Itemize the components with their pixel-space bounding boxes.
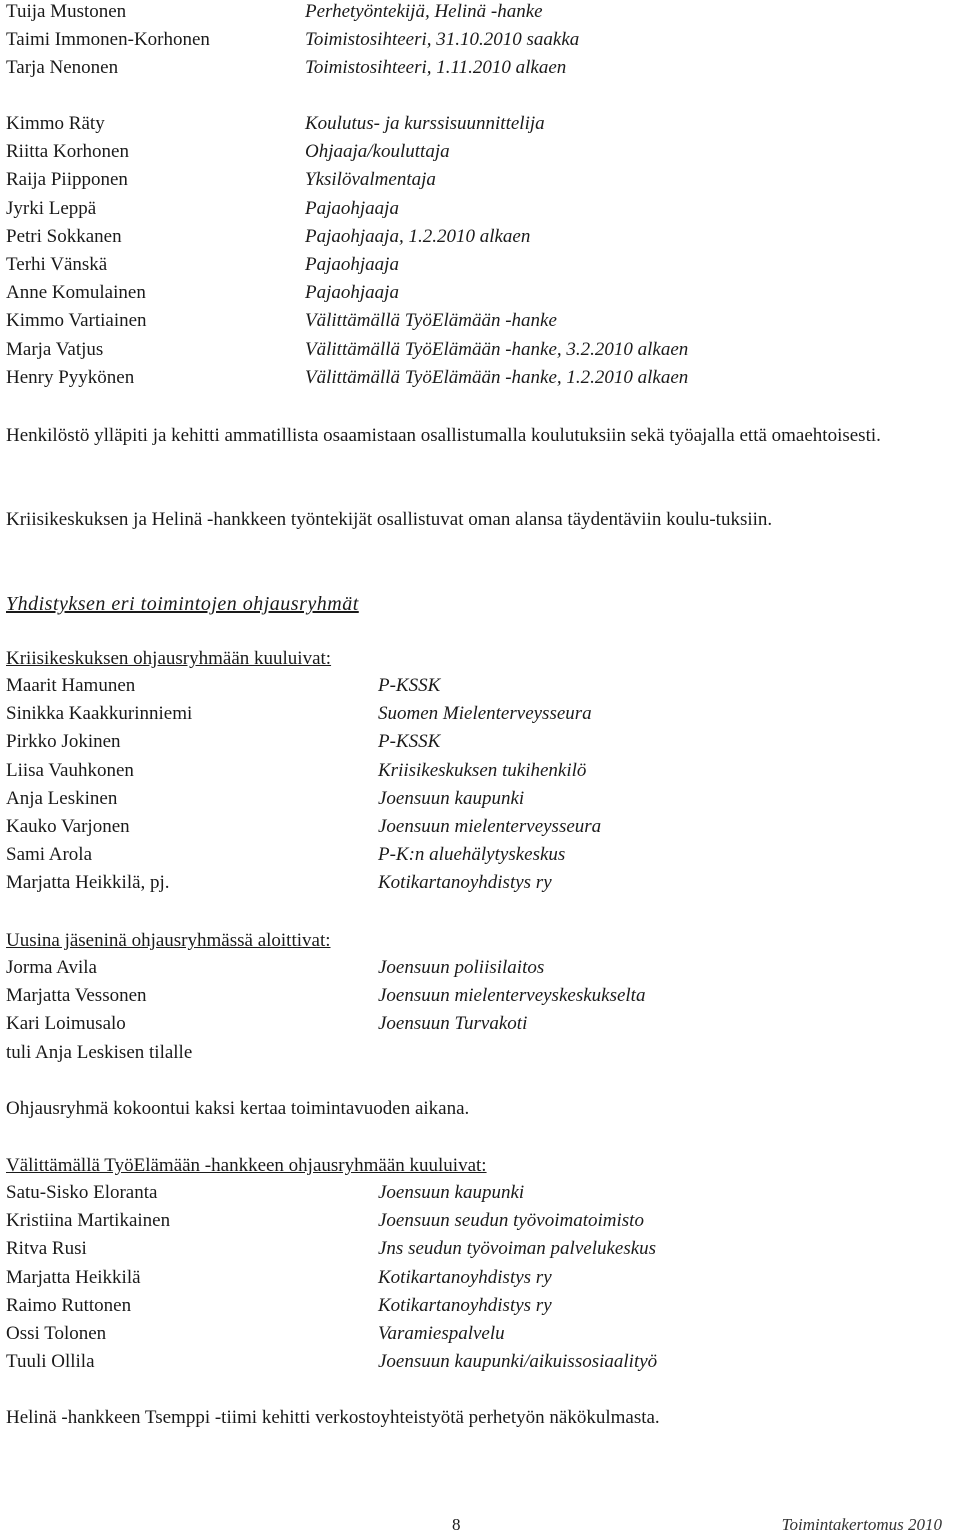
vte-member-org: Varamiespalvelu — [378, 1323, 505, 1344]
crisis-member-org: Joensuun mielenterveysseura — [378, 816, 602, 837]
vte-member-name: Ritva Rusi — [6, 1238, 87, 1260]
crisis-member-org: P-K:n aluehälytyskeskus — [378, 844, 566, 866]
staff-name: Riitta Korhonen — [6, 141, 129, 163]
staff-name: Raija Piipponen — [6, 169, 128, 191]
staff-role: Välittämällä TyöElämään -hanke — [305, 310, 557, 332]
crisis-member-org: Kriisikeskuksen tukihenkilö — [378, 759, 587, 781]
vte-member-org: Jns seudun työvoiman palvelukeskus — [378, 1238, 657, 1260]
crisis-member-name: Kauko Varjonen — [6, 816, 130, 837]
crisis-member-org: Kotikartanoyhdistys ry — [378, 872, 552, 894]
document-title: Toimintakertomus 2010 — [781, 1515, 942, 1534]
staff-name: Petri Sokkanen — [6, 225, 122, 247]
staff-name: Taimi Immonen-Korhonen — [6, 29, 210, 51]
new-members-heading: Uusina jäseninä ohjausryhmässä aloittivat: — [6, 930, 331, 951]
staff-name: Tarja Nenonen — [6, 57, 119, 79]
staff-role: Välittämällä TyöElämään -hanke, 3.2.2010 alkaen — [305, 338, 689, 360]
crisis-member-name: Pirkko Jokinen — [6, 731, 121, 753]
vte-member-name: Marjatta Heikkilä — [6, 1266, 141, 1288]
crisis-member-name: Marjatta Heikkilä, pj. — [6, 872, 170, 894]
crisis-member-name: Anja Leskinen — [6, 787, 118, 809]
vte-member-org: Joensuun seudun työvoimatoimisto — [378, 1210, 644, 1232]
new-member-org: Joensuun Turvakoti — [378, 1013, 528, 1035]
staff-role: Toimistosihteeri, 1.11.2010 alkaen — [305, 57, 567, 79]
vte-member-name: Raimo Ruttonen — [6, 1294, 132, 1316]
staff-name: Kimmo Vartiainen — [6, 310, 147, 332]
vte-member-name: Kristiina Martikainen — [6, 1210, 171, 1232]
staff-role: Pajaohjaaja, 1.2.2010 alkaen — [305, 225, 531, 247]
staff-name: Jyrki Leppä — [6, 197, 97, 219]
staff-role: Pajaohjaaja — [305, 197, 399, 219]
staff-name: Marja Vatjus — [6, 338, 104, 360]
new-member-org: Joensuun mielenterveyskeskukselta — [378, 985, 646, 1007]
staff-name: Henry Pyykönen — [6, 366, 135, 388]
staff-role: Pajaohjaaja — [305, 282, 399, 304]
crisis-member-name: Maarit Hamunen — [6, 675, 136, 696]
staff-name: Tuija Mustonen — [6, 1, 127, 22]
vte-member-org: Joensuun kaupunki/aikuissosiaalityö — [378, 1351, 658, 1373]
crisis-member-name: Liisa Vauhkonen — [6, 759, 134, 781]
vte-member-org: Kotikartanoyhdistys ry — [378, 1294, 552, 1316]
crisis-member-name: Sinikka Kaakkurinniemi — [6, 703, 193, 725]
new-member-org: Joensuun poliisilaitos — [378, 957, 545, 978]
vte-member-org: Kotikartanoyhdistys ry — [378, 1266, 552, 1288]
crisis-member-org: P-KSSK — [378, 675, 441, 696]
staff-role: Koulutus- ja kurssisuunnittelija — [305, 113, 545, 134]
vte-member-name: Ossi Tolonen — [6, 1323, 107, 1344]
helina-training-paragraph: Kriisikeskuksen ja Helinä -hankkeen työntekijät osallistuvat oman alansa täydentäviin koulu-tuksiin. — [6, 509, 773, 530]
crisis-member-org: Joensuun kaupunki — [378, 787, 525, 809]
vte-member-org: Joensuun kaupunki — [378, 1182, 525, 1203]
crisis-member-org: Suomen Mielenterveysseura — [378, 703, 592, 725]
staff-role: Toimistosihteeri, 31.10.2010 saakka — [305, 29, 580, 51]
staff-role: Yksilövalmentaja — [305, 169, 436, 191]
section-title: Yhdistyksen eri toimintojen ohjausryhmät — [6, 593, 359, 615]
vte-member-name: Satu-Sisko Eloranta — [6, 1182, 158, 1203]
meeting-note: Ohjausryhmä kokoontui kaksi kertaa toimintavuoden aikana. — [6, 1098, 470, 1119]
staff-role: Perhetyöntekijä, Helinä -hanke — [305, 1, 543, 22]
staff-role: Pajaohjaaja — [305, 254, 399, 275]
staff-name: Terhi Vänskä — [6, 254, 108, 275]
vte-group-heading: Välittämällä TyöElämään -hankkeen ohjausryhmään kuuluivat: — [6, 1155, 487, 1176]
page-number: 8 — [452, 1515, 461, 1534]
staff-name: Kimmo Räty — [6, 113, 105, 134]
new-member-name: tuli Anja Leskisen tilalle — [6, 1041, 193, 1063]
tsemppi-note: Helinä -hankkeen Tsemppi -tiimi kehitti verkostoyhteistyötä perhetyön näkökulmasta. — [6, 1407, 660, 1428]
crisis-member-org: P-KSSK — [378, 731, 441, 753]
staff-name: Anne Komulainen — [6, 282, 146, 304]
staff-role: Välittämällä TyöElämään -hanke, 1.2.2010 alkaen — [305, 366, 689, 388]
vte-member-name: Tuuli Ollila — [6, 1351, 95, 1373]
crisis-group-heading: Kriisikeskuksen ohjausryhmään kuuluivat: — [6, 648, 332, 669]
new-member-name: Kari Loimusalo — [6, 1013, 126, 1035]
new-member-name: Marjatta Vessonen — [6, 985, 147, 1007]
staff-role: Ohjaaja/kouluttaja — [305, 141, 450, 163]
crisis-member-name: Sami Arola — [6, 844, 93, 866]
training-paragraph: Henkilöstö ylläpiti ja kehitti ammatillista osaamistaan osallistumalla koulutuksiin sekä työajalla että omaehtoisesti. — [6, 425, 881, 446]
new-member-name: Jorma Avila — [6, 957, 97, 978]
